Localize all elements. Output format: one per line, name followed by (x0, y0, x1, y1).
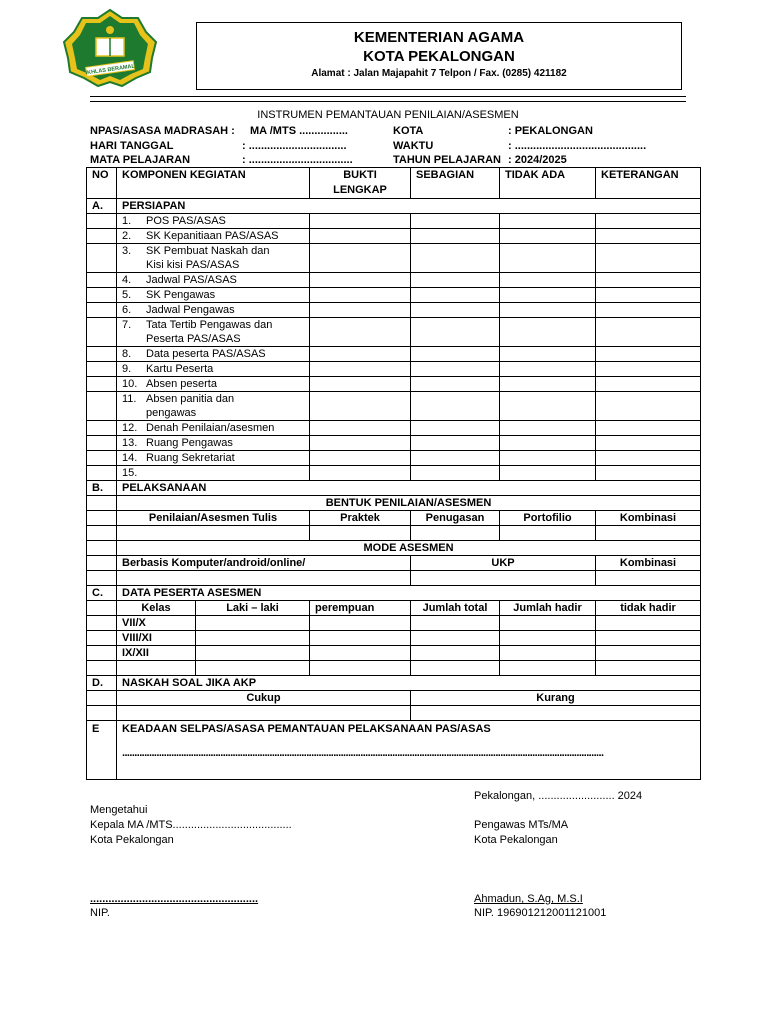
section-a-no: A. (87, 199, 117, 214)
item-label: Ruang Pengawas (146, 437, 233, 449)
checklist-row (87, 303, 701, 318)
item-number: 1. (122, 215, 132, 227)
perempuan-input[interactable] (310, 646, 411, 661)
sebagian-check[interactable] (411, 466, 500, 481)
tidak-ada-check[interactable] (500, 303, 596, 318)
sebagian-check[interactable] (411, 288, 500, 303)
naskah-cukup: Cukup (117, 691, 411, 706)
sebagian-check[interactable] (411, 362, 500, 377)
sebagian-check[interactable] (411, 451, 500, 466)
mengetahui-label: Mengetahui (90, 804, 148, 816)
cell (87, 421, 117, 436)
jumlah-total-input[interactable] (411, 616, 500, 631)
section-b-no: B. (87, 481, 117, 496)
header-bukti (310, 168, 411, 199)
checklist-row (87, 421, 701, 436)
bentuk-penugasan-input[interactable] (411, 526, 500, 541)
kota-label: KOTA (393, 125, 424, 137)
bukti-check[interactable] (310, 421, 411, 436)
checklist-item (117, 288, 310, 303)
item-label: SK Pembuat Naskah dan (146, 245, 270, 257)
keterangan-input[interactable] (596, 347, 701, 362)
kelas-row (87, 661, 701, 676)
cell (87, 273, 117, 288)
mode-berbasis-input[interactable] (117, 571, 411, 586)
checklist-row (87, 466, 701, 481)
keterangan-input[interactable] (596, 229, 701, 244)
cell (87, 541, 117, 556)
tidak-hadir-input[interactable] (596, 616, 701, 631)
bentuk-input-row (87, 526, 701, 541)
meta-row-mapel (90, 153, 690, 167)
bentuk-kombinasi-input[interactable] (596, 526, 701, 541)
item-number: 2. (122, 230, 132, 242)
section-e-cell[interactable] (117, 721, 701, 780)
item-label: Denah Penilaian/asesmen (146, 422, 275, 434)
cell (87, 571, 117, 586)
section-e-label: KEADAAN SELPAS/ASASA PEMANTAUAN PELAKSANAAN PAS/ASAS (122, 723, 491, 735)
jumlah-total-input[interactable] (411, 661, 500, 676)
cell (87, 244, 117, 273)
checklist-item (117, 347, 310, 362)
keterangan-input[interactable] (596, 288, 701, 303)
section-a-label: PERSIAPAN (117, 199, 701, 214)
tidak-ada-check[interactable] (500, 421, 596, 436)
item-label-cont: pengawas (146, 407, 197, 419)
checklist-row (87, 392, 701, 421)
checklist-row (87, 377, 701, 392)
cell (87, 526, 117, 541)
tidak-ada-check[interactable] (500, 362, 596, 377)
naskah-kurang-input[interactable] (411, 706, 701, 721)
tidak-ada-check[interactable] (500, 229, 596, 244)
cell (87, 303, 117, 318)
header-komponen: KOMPONEN KEGIATAN (117, 168, 310, 199)
bentuk-kombinasi: Kombinasi (596, 511, 701, 526)
cell (87, 362, 117, 377)
checklist-row (87, 362, 701, 377)
tidak-hadir-input[interactable] (596, 646, 701, 661)
place-date: Pekalongan, ......................... 2024 (474, 790, 643, 802)
cell (87, 229, 117, 244)
header-bukti-line2: LENGKAP (333, 184, 387, 196)
jumlah-total-input[interactable] (411, 646, 500, 661)
keterangan-input[interactable] (596, 318, 701, 347)
tidak-ada-check[interactable] (500, 273, 596, 288)
sebagian-check[interactable] (411, 303, 500, 318)
cell (87, 347, 117, 362)
item-label: Ruang Sekretariat (146, 452, 235, 464)
bentuk-title-row (87, 496, 701, 511)
tidak-ada-check[interactable] (500, 451, 596, 466)
checklist-row (87, 244, 701, 273)
tidak-ada-check[interactable] (500, 377, 596, 392)
kota-value: : PEKALONGAN (508, 125, 593, 137)
item-number: 13. (122, 437, 138, 449)
item-label: Jadwal PAS/ASAS (146, 274, 237, 286)
laki-input[interactable] (196, 646, 310, 661)
bukti-check[interactable] (310, 392, 411, 421)
perempuan-input[interactable] (310, 631, 411, 646)
checklist-row (87, 436, 701, 451)
peserta-jumlah-total: Jumlah total (411, 601, 500, 616)
mode-ukp: UKP (411, 556, 596, 571)
cell (87, 288, 117, 303)
keterangan-input[interactable] (596, 303, 701, 318)
keterangan-input[interactable] (596, 466, 701, 481)
sebagian-check[interactable] (411, 421, 500, 436)
checklist-row (87, 347, 701, 362)
tidak-ada-check[interactable] (500, 347, 596, 362)
cell (87, 556, 117, 571)
tahun-value: : 2024/2025 (508, 154, 567, 166)
cell (87, 318, 117, 347)
checklist-item (117, 421, 310, 436)
bukti-check[interactable] (310, 288, 411, 303)
cell (87, 436, 117, 451)
checklist-item (117, 318, 310, 347)
tahun-label: TAHUN PELAJARAN (393, 154, 501, 166)
laki-input[interactable] (196, 661, 310, 676)
section-d-no: D. (87, 676, 117, 691)
bukti-check[interactable] (310, 244, 411, 273)
keterangan-input[interactable] (596, 362, 701, 377)
peserta-header-row (87, 601, 701, 616)
perempuan-input[interactable] (310, 661, 411, 676)
checklist-item (117, 362, 310, 377)
keterangan-input[interactable] (596, 451, 701, 466)
bentuk-tulis: Penilaian/Asesmen Tulis (117, 511, 310, 526)
sebagian-check[interactable] (411, 436, 500, 451)
npas-value: MA /MTS ................ (250, 125, 348, 137)
peserta-laki: Laki – laki (196, 601, 310, 616)
cell (87, 377, 117, 392)
header-bukti-line1: BUKTI (343, 169, 377, 181)
checklist-item (117, 229, 310, 244)
checklist-item (117, 436, 310, 451)
tidak-ada-check[interactable] (500, 392, 596, 421)
sebagian-check[interactable] (411, 318, 500, 347)
cell (87, 496, 117, 511)
mapel-label: MATA PELAJARAN (90, 154, 191, 166)
jumlah-hadir-input[interactable] (500, 616, 596, 631)
header-tidak-ada: TIDAK ADA (500, 168, 596, 199)
mode-title: MODE ASESMEN (117, 541, 701, 556)
kota-left: Kota Pekalongan (90, 834, 174, 846)
cell (87, 451, 117, 466)
naskah-cukup-input[interactable] (117, 706, 411, 721)
checklist-row (87, 273, 701, 288)
kelas-label: VIII/XI (117, 631, 196, 646)
mapel-value: : .................................. (242, 154, 353, 166)
section-a-row (87, 199, 701, 214)
item-number: 9. (122, 363, 132, 375)
signature-left: ....................................................... (90, 893, 259, 905)
mode-kombinasi: Kombinasi (596, 556, 701, 571)
bentuk-tulis-input[interactable] (117, 526, 310, 541)
item-number: 11. (122, 393, 137, 405)
bukti-check[interactable] (310, 229, 411, 244)
kepala-label: Kepala MA /MTS....................................... (90, 819, 292, 831)
bentuk-praktek: Praktek (310, 511, 411, 526)
tidak-ada-check[interactable] (500, 288, 596, 303)
mode-input-row (87, 571, 701, 586)
checklist-item (117, 303, 310, 318)
bentuk-portofilio: Portofilio (500, 511, 596, 526)
keterangan-input[interactable] (596, 273, 701, 288)
sebagian-check[interactable] (411, 377, 500, 392)
item-number: 15. (122, 467, 138, 479)
section-c-label: DATA PESERTA ASESMEN (117, 586, 701, 601)
section-c-row (87, 586, 701, 601)
ministry-name: KEMENTERIAN AGAMA (353, 29, 525, 46)
checklist-item (117, 377, 310, 392)
checklist-item (117, 392, 310, 421)
bentuk-praktek-input[interactable] (310, 526, 411, 541)
item-label-cont: Peserta PAS/ASAS (146, 333, 241, 345)
monitoring-table (86, 167, 701, 780)
laki-input[interactable] (196, 616, 310, 631)
bukti-check[interactable] (310, 466, 411, 481)
item-label-cont: Kisi kisi PAS/ASAS (146, 259, 240, 271)
document-title: INSTRUMEN PEMANTAUAN PENILAIAN/ASESMEN (257, 109, 519, 121)
section-b-row (87, 481, 701, 496)
section-d-row (87, 676, 701, 691)
bentuk-header-row (87, 511, 701, 526)
cell (87, 706, 117, 721)
sebagian-check[interactable] (411, 229, 500, 244)
item-number: 5. (122, 289, 132, 301)
kelas-row (87, 616, 701, 631)
header-no: NO (87, 168, 117, 199)
peserta-perempuan: perempuan (310, 601, 411, 616)
header-rule-bottom (90, 101, 686, 102)
bukti-check[interactable] (310, 273, 411, 288)
header-rule-top (90, 96, 686, 97)
item-number: 7. (122, 319, 132, 331)
item-number: 12. (122, 422, 138, 434)
logo-motto: IKHLAS BERAMAL (85, 63, 136, 77)
kelas-label: VII/X (117, 616, 196, 631)
checklist-row (87, 318, 701, 347)
checklist-row (87, 229, 701, 244)
nip-right: NIP. 196901212001121001 (474, 907, 607, 919)
sebagian-check[interactable] (411, 214, 500, 229)
hari-label: HARI TANGGAL (90, 140, 174, 152)
address-line: Alamat : Jalan Majapahit 7 Telpon / Fax. (0285) 421182 (311, 68, 567, 79)
kelas-row (87, 631, 701, 646)
cell (87, 646, 117, 661)
checklist-item (117, 244, 310, 273)
jumlah-hadir-input[interactable] (500, 661, 596, 676)
naskah-kurang: Kurang (411, 691, 701, 706)
peserta-jumlah-hadir: Jumlah hadir (500, 601, 596, 616)
mode-ukp-input[interactable] (411, 571, 596, 586)
item-number: 6. (122, 304, 132, 316)
peserta-kelas: Kelas (117, 601, 196, 616)
waktu-label: WAKTU (393, 140, 434, 152)
kelas-row (87, 646, 701, 661)
peserta-tidak-hadir: tidak hadir (596, 601, 701, 616)
keterangan-input[interactable] (596, 244, 701, 273)
item-label: Absen peserta (146, 378, 217, 390)
meta-row-hari (90, 139, 690, 153)
item-number: 14. (122, 452, 138, 464)
bukti-check[interactable] (310, 436, 411, 451)
item-label: POS PAS/ASAS (146, 215, 226, 227)
perempuan-input[interactable] (310, 616, 411, 631)
item-number: 4. (122, 274, 132, 286)
item-label: Jadwal Pengawas (146, 304, 235, 316)
mode-kombinasi-input[interactable] (596, 571, 701, 586)
keterangan-input[interactable] (596, 392, 701, 421)
section-b-label: PELAKSANAAN (117, 481, 701, 496)
meta-row-npas (90, 124, 690, 138)
bukti-check[interactable] (310, 377, 411, 392)
checklist-row (87, 451, 701, 466)
cell (87, 214, 117, 229)
tidak-hadir-input[interactable] (596, 631, 701, 646)
jumlah-total-input[interactable] (411, 631, 500, 646)
mode-berbasis: Berbasis Komputer/android/online/ (117, 556, 411, 571)
checklist-item (117, 273, 310, 288)
item-label: SK Pengawas (146, 289, 216, 301)
item-label: SK Kepanitiaan PAS/ASAS (146, 230, 279, 242)
city-name: KOTA PEKALONGAN (363, 48, 515, 65)
tidak-ada-check[interactable] (500, 436, 596, 451)
bentuk-penugasan: Penugasan (411, 511, 500, 526)
section-c-no: C. (87, 586, 117, 601)
bukti-check[interactable] (310, 303, 411, 318)
kelas-label (117, 661, 196, 676)
bukti-check[interactable] (310, 318, 411, 347)
keterangan-input[interactable] (596, 214, 701, 229)
cell (87, 392, 117, 421)
checklist-item (117, 466, 310, 481)
item-number: 10. (122, 378, 138, 390)
cell (87, 631, 117, 646)
keterangan-input[interactable] (596, 421, 701, 436)
tidak-ada-check[interactable] (500, 318, 596, 347)
sebagian-check[interactable] (411, 392, 500, 421)
bukti-check[interactable] (310, 347, 411, 362)
header-sebagian: SEBAGIAN (411, 168, 500, 199)
section-e-no: E (87, 721, 117, 780)
mode-header-row (87, 556, 701, 571)
sebagian-check[interactable] (411, 347, 500, 362)
bukti-check[interactable] (310, 362, 411, 377)
section-e-row (87, 721, 701, 780)
keterangan-input[interactable] (596, 436, 701, 451)
bukti-check[interactable] (310, 214, 411, 229)
checklist-row (87, 288, 701, 303)
tidak-ada-check[interactable] (500, 466, 596, 481)
ministry-logo (60, 8, 160, 88)
header-keterangan: KETERANGAN (596, 168, 701, 199)
item-number: 3. (122, 245, 132, 257)
signature-right: Ahmadun, S.Ag, M.S.I (474, 893, 583, 905)
nip-left: NIP. (90, 907, 110, 919)
checklist-item (117, 214, 310, 229)
sebagian-check[interactable] (411, 273, 500, 288)
checklist-row (87, 214, 701, 229)
naskah-input-row (87, 706, 701, 721)
jumlah-hadir-input[interactable] (500, 631, 596, 646)
naskah-header-row (87, 691, 701, 706)
waktu-value: : ........................................... (508, 140, 647, 152)
keterangan-input[interactable] (596, 377, 701, 392)
jumlah-hadir-input[interactable] (500, 646, 596, 661)
tidak-ada-check[interactable] (500, 214, 596, 229)
checklist-item (117, 451, 310, 466)
bukti-check[interactable] (310, 451, 411, 466)
cell (87, 616, 117, 631)
kota-right: Kota Pekalongan (474, 834, 558, 846)
cell (87, 511, 117, 526)
laki-input[interactable] (196, 631, 310, 646)
letterhead-box (196, 22, 682, 90)
section-d-label: NASKAH SOAL JIKA AKP (117, 676, 701, 691)
pengawas-label: Pengawas MTs/MA (474, 819, 569, 831)
cell (87, 691, 117, 706)
item-label: Absen panitia dan (146, 393, 235, 405)
header-row (87, 168, 701, 199)
item-label: Kartu Peserta (146, 363, 214, 375)
tidak-ada-check[interactable] (500, 244, 596, 273)
item-label: Tata Tertib Pengawas dan (146, 319, 273, 331)
bentuk-portofilio-input[interactable] (500, 526, 596, 541)
sebagian-check[interactable] (411, 244, 500, 273)
npas-label: NPAS/ASASA MADRASAH : (90, 125, 235, 137)
item-label: Data peserta PAS/ASAS (146, 348, 266, 360)
mode-title-row (87, 541, 701, 556)
kelas-label: IX/XII (117, 646, 196, 661)
hari-value: : ................................ (242, 140, 347, 152)
cell (87, 466, 117, 481)
item-number: 8. (122, 348, 132, 360)
cell (87, 601, 117, 616)
tidak-hadir-input[interactable] (596, 661, 701, 676)
section-e-dots: .................................................................................................................................................................................................... (122, 747, 604, 759)
cell (87, 661, 117, 676)
bentuk-title: BENTUK PENILAIAN/ASESMEN (117, 496, 701, 511)
